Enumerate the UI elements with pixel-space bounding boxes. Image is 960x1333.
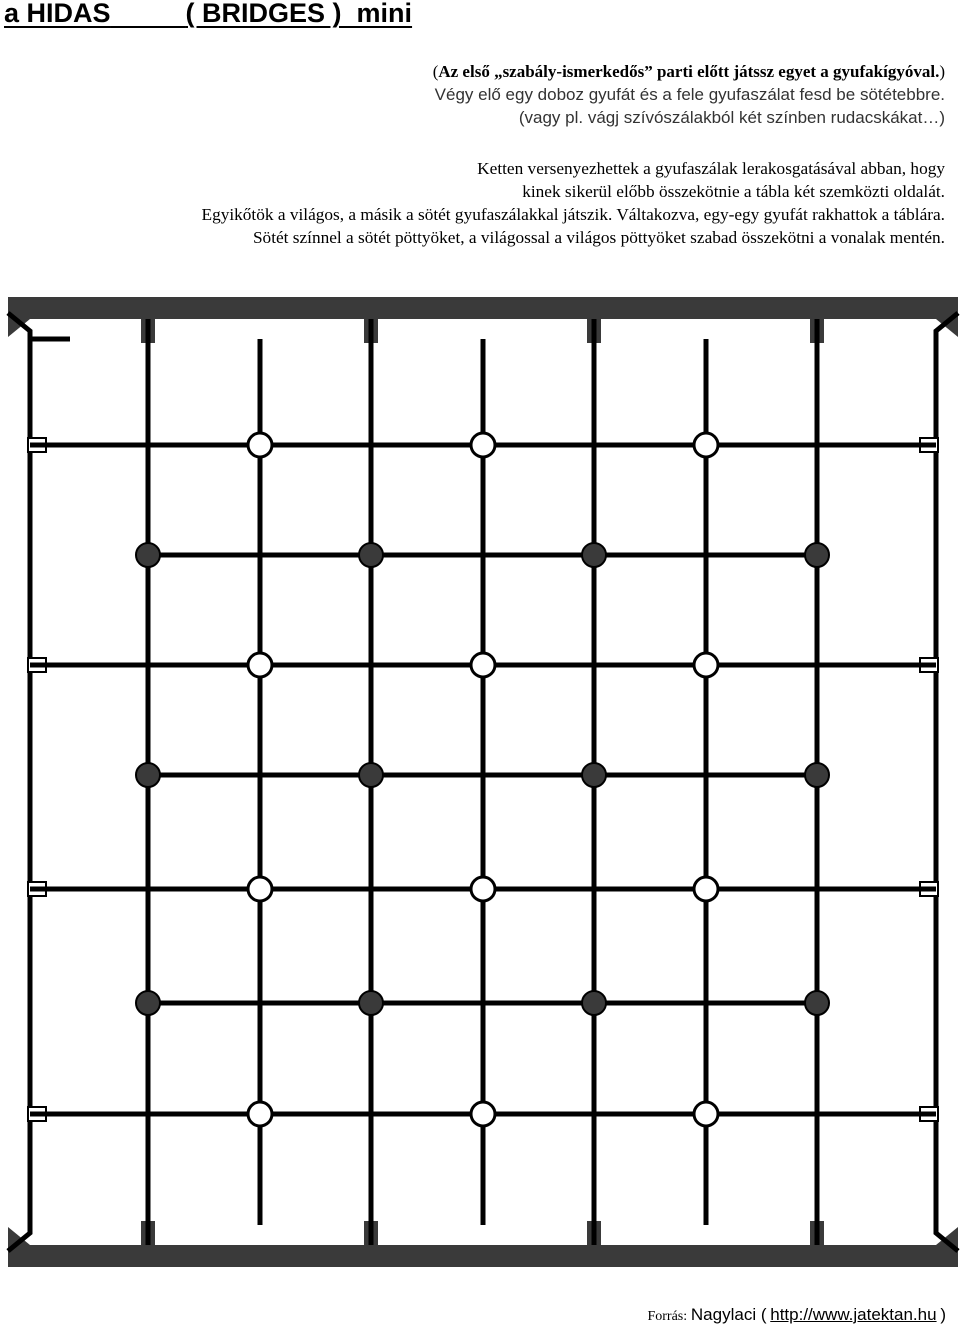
intro-bold-text: Az első „szabály-ismerkedős” parti előtt játssz egyet a gyufakígyóval. — [438, 62, 940, 81]
dark-dot — [136, 991, 160, 1015]
light-dot — [248, 1102, 272, 1126]
source-credit — [647, 1304, 946, 1328]
rules-line-3: Egyikőtök a világos, a másik a sötét gyufaszálakkal játszik. Váltakozva, egy-egy gyufát rakhattok a táblára. — [201, 205, 945, 224]
intro-paren-open: ( — [432, 62, 439, 81]
source-author: Nagylaci ( — [690, 1305, 767, 1324]
dark-dot — [359, 763, 383, 787]
intro-line-3-rest: vágj szívószálakból két színben rudacskákat…) — [583, 108, 945, 127]
light-dot — [471, 653, 495, 677]
light-dot — [694, 433, 718, 457]
rules-line-1: Ketten versenyezhettek a gyufaszálak lerakosgatásával abban, hogy — [477, 159, 945, 178]
rules-line-4: Sötét színnel a sötét pöttyöket, a világossal a világos pöttyöket szabad összekötni a vonalak mentén. — [252, 228, 945, 247]
intro-line-2: Végy elő egy doboz gyufát és a fele gyufaszálat fesd be sötétebbre. — [434, 85, 945, 104]
title-left: a HIDAS — [4, 0, 111, 28]
light-dot — [694, 1102, 718, 1126]
intro-paren-close: ) — [939, 62, 945, 81]
game-board — [0, 297, 960, 1307]
right-light-edge — [936, 313, 958, 1251]
source-url[interactable]: http://www.jatektan.hu — [770, 1305, 937, 1324]
dark-dot — [805, 991, 829, 1015]
light-dot — [248, 877, 272, 901]
intro-line-3-start: (vagy pl. — [518, 108, 584, 127]
dark-dot — [582, 991, 606, 1015]
left-light-edge — [8, 313, 30, 1251]
dark-dot — [136, 543, 160, 567]
light-dot — [248, 433, 272, 457]
dark-dot — [805, 543, 829, 567]
dark-dot — [136, 763, 160, 787]
source-close: ) — [940, 1305, 946, 1324]
intro-line-3 — [0, 106, 945, 129]
light-dot — [694, 877, 718, 901]
dark-dot — [359, 543, 383, 567]
dark-dot — [582, 543, 606, 567]
dark-dot — [359, 991, 383, 1015]
dark-dot — [582, 763, 606, 787]
light-dot — [471, 1102, 495, 1126]
source-label: Forrás: — [647, 1309, 688, 1324]
light-dot — [471, 877, 495, 901]
page-title — [4, 0, 412, 30]
intro-line-1 — [0, 60, 945, 83]
light-dot — [694, 653, 718, 677]
title-right: ( BRIDGES ) mini — [185, 0, 413, 28]
light-dot — [248, 653, 272, 677]
rules-line-2: kinek sikerül előbb összekötnie a tábla két szemközti oldalát. — [522, 182, 945, 201]
dark-dot — [805, 763, 829, 787]
light-dot — [471, 433, 495, 457]
